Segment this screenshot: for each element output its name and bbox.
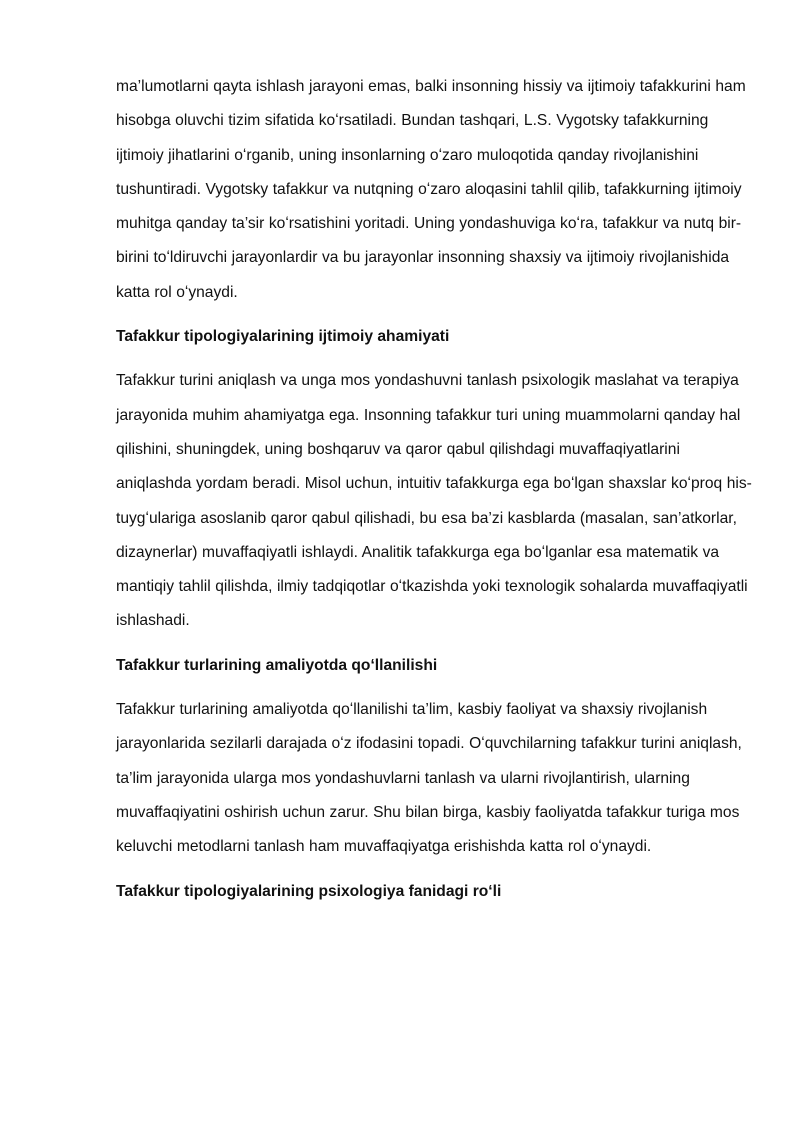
section-heading: Tafakkur tipologiyalarining ijtimoiy ahamiyati [116, 328, 450, 346]
page-content [116, 70, 756, 909]
body-paragraph: Tafakkur turini aniqlash va unga mos yondashuvni tanlash psixologik maslahat va terapiya jarayonida muhim ahamiyatga ega. Insonning tafakkur turi uning muammolarni qanday hal qilishini, shuningdek, uning boshqaruv va qaror qabul qilishdagi muvaffaqiyatlarini aniqlashda yordam beradi. Misol uchun, intuitiv tafakkurga ega boʻlgan shaxslar koʻproq his-tuygʻulariga asoslanib qaror qabul qilishadi, bu esa ba’zi kasblarda (masalan, san’atkorlar, dizaynerlar) muvaffaqiyatli ishlaydi. Analitik tafakkurga ega boʻlganlar esa matematik va mantiqiy tahlil qilishda, ilmiy tadqiqotlar oʻtkazishda yoki texnologik sohalarda muvaffaqiyatli ishlashadi. [116, 372, 752, 630]
body-paragraph: Tafakkur turlarining amaliyotda qoʻllanilishi ta’lim, kasbiy faoliyat va shaxsiy rivojlanish jarayonlarida sezilarli darajada oʻz ifodasini topadi. Oʻquvchilarning tafakkur turini aniqlash, ta’lim jarayonida ularga mos yondashuvlarni tanlash va ularni rivojlantirish, ularning muvaffaqiyatini oshirish uchun zarur. Shu bilan birga, kasbiy faoliyatda tafakkur turiga mos keluvchi metodlarni tanlash ham muvaffaqiyatga erishishda katta rol oʻynaydi. [116, 701, 742, 856]
body-paragraph: ma’lumotlarni qayta ishlash jarayoni emas, balki insonning hissiy va ijtimoiy tafakkurini ham hisobga oluvchi tizim sifatida koʻrsatiladi. Bundan tashqari, L.S. Vygotsky tafakkurning ijtimoiy jihatlarini oʻrganib, uning insonlarning oʻzaro muloqotida qanday rivojlanishini tushuntiradi. Vygotsky tafakkur va nutqning oʻzaro aloqasini tahlil qilib, tafakkurning ijtimoiy muhitga qanday ta’sir koʻrsatishini yoritadi. Uning yondashuviga koʻra, tafakkur va nutq bir-birini toʻldiruvchi jarayonlardir va bu jarayonlar insonning shaxsiy va ijtimoiy rivojlanishida katta rol oʻynaydi. [116, 78, 746, 301]
section-heading: Tafakkur turlarining amaliyotda qoʻllanilishi [116, 656, 438, 674]
section-heading: Tafakkur tipologiyalarining psixologiya fanidagi roʻli [116, 882, 502, 900]
